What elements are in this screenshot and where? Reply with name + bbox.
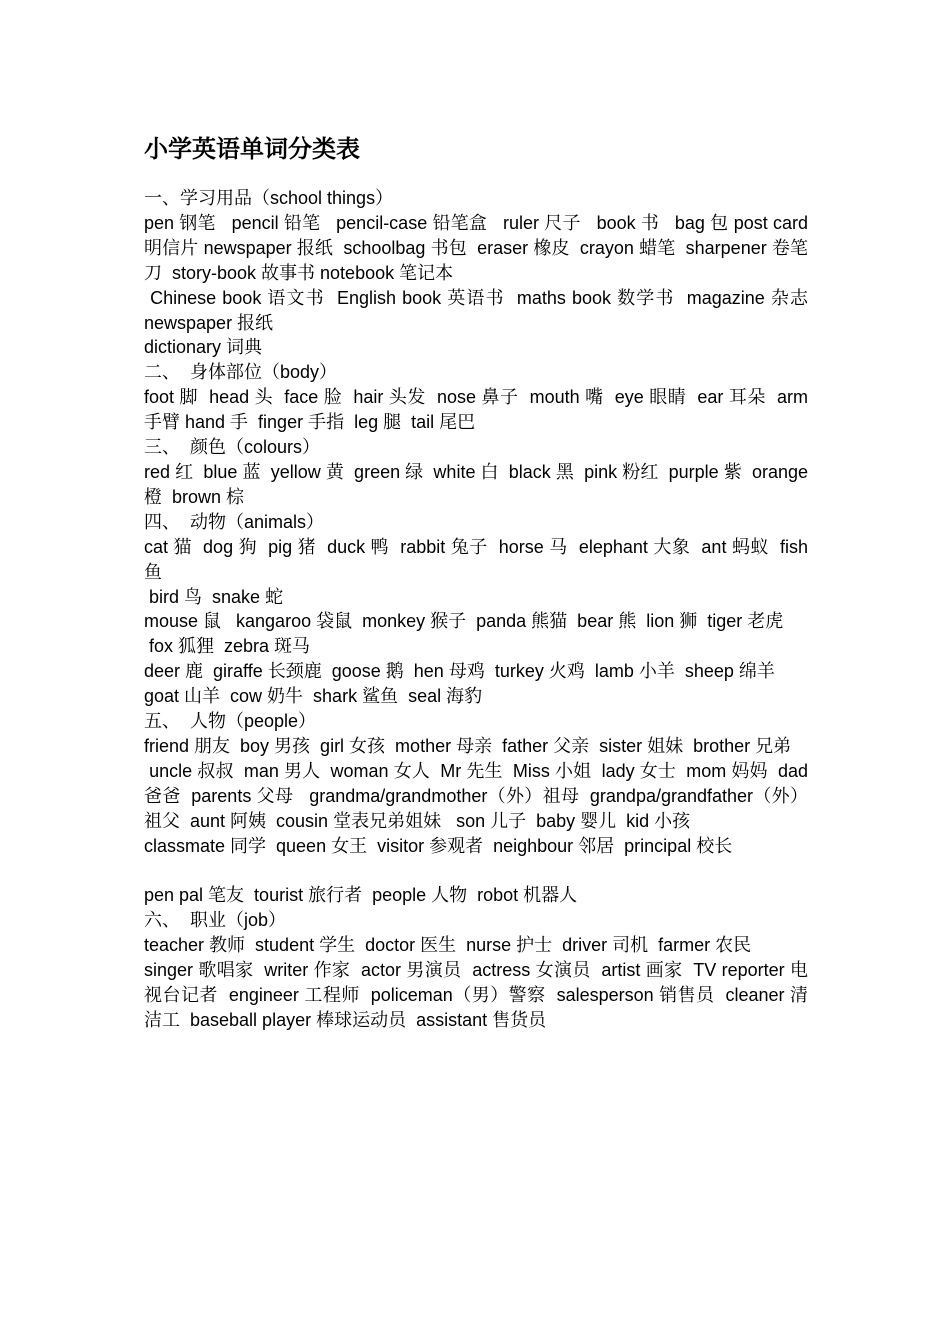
blank-line	[144, 858, 808, 883]
section-heading: 四、 动物（animals）	[144, 511, 325, 532]
vocabulary-line: singer 歌唱家 writer 作家 actor 男演员 actress 女演员 artist 画家 TV reporter 电视台记者 engineer 工程师 policeman（男）警察 salesperson 销售员 cleaner 清洁工 baseball player 棒球运动员 assistant 售货员	[144, 960, 808, 1030]
vocabulary-line: uncle 叔叔 man 男人 woman 女人 Mr 先生 Miss 小姐 lady 女士 mom 妈妈 dad 爸爸 parents 父母 grandma/grandmother（外）祖母 grandpa/grandfather（外）祖父 aunt 阿姨 cousin 堂表兄弟姐妹 son 儿子 baby 婴儿 kid 小孩	[144, 760, 814, 831]
page-title: 小学英语单词分类表	[144, 134, 360, 163]
section-heading: 二、 身体部位（body）	[144, 362, 338, 383]
vocabulary-line: goat 山羊 cow 奶牛 shark 鲨鱼 seal 海豹	[144, 686, 483, 707]
vocabulary-line: pen 钢笔 pencil 铅笔 pencil-case 铅笔盒 ruler 尺子 book 书 bag 包 post card 明信片 newspaper 报纸 schoolbag 书包 eraser 橡皮 crayon 蜡笔 sharpener 卷笔刀 story-book 故事书 notebook 笔记本	[144, 212, 814, 283]
section-heading: 三、 颜色（colours）	[144, 437, 321, 458]
vocabulary-line: fox 狐狸 zebra 斑马	[144, 636, 311, 657]
vocabulary-line: dictionary 词典	[144, 337, 263, 358]
vocabulary-line: red 红 blue 蓝 yellow 黄 green 绿 white 白 black 黑 pink 粉红 purple 紫 orange 橙 brown 棕	[144, 461, 814, 507]
vocabulary-line: mouse 鼠 kangaroo 袋鼠 monkey 猴子 panda 熊猫 bear 熊 lion 狮 tiger 老虎	[144, 611, 784, 632]
section-heading: 一、学习用品（school things）	[144, 188, 394, 208]
vocabulary-line: deer 鹿 giraffe 长颈鹿 goose 鹅 hen 母鸡 turkey 火鸡 lamb 小羊 sheep 绵羊	[144, 661, 775, 682]
vocabulary-line: bird 鸟 snake 蛇	[144, 586, 284, 607]
word-list-body	[144, 186, 819, 1033]
vocabulary-line: friend 朋友 boy 男孩 girl 女孩 mother 母亲 father 父亲 sister 姐妹 brother 兄弟	[144, 735, 792, 756]
section-heading: 五、 人物（people）	[144, 711, 317, 732]
vocabulary-line: cat 猫 dog 狗 pig 猪 duck 鸭 rabbit 兔子 horse 马 elephant 大象 ant 蚂蚁 fish 鱼	[144, 536, 814, 582]
vocabulary-line: Chinese book 语文书 English book 英语书 maths book 数学书 magazine 杂志 newspaper 报纸	[144, 287, 819, 333]
vocabulary-line: classmate 同学 queen 女王 visitor 参观者 neighbour 邻居 principal 校长	[144, 835, 733, 856]
vocabulary-line: pen pal 笔友 tourist 旅行者 people 人物 robot 机器人	[144, 885, 578, 906]
vocabulary-line: foot 脚 head 头 face 脸 hair 头发 nose 鼻子 mouth 嘴 eye 眼睛 ear 耳朵 arm 手臂 hand 手 finger 手指 leg 腿 tail 尾巴	[144, 387, 814, 433]
section-heading: 六、 职业（job）	[144, 910, 287, 931]
vocabulary-line: teacher 教师 student 学生 doctor 医生 nurse 护士 driver 司机 farmer 农民	[144, 935, 752, 956]
